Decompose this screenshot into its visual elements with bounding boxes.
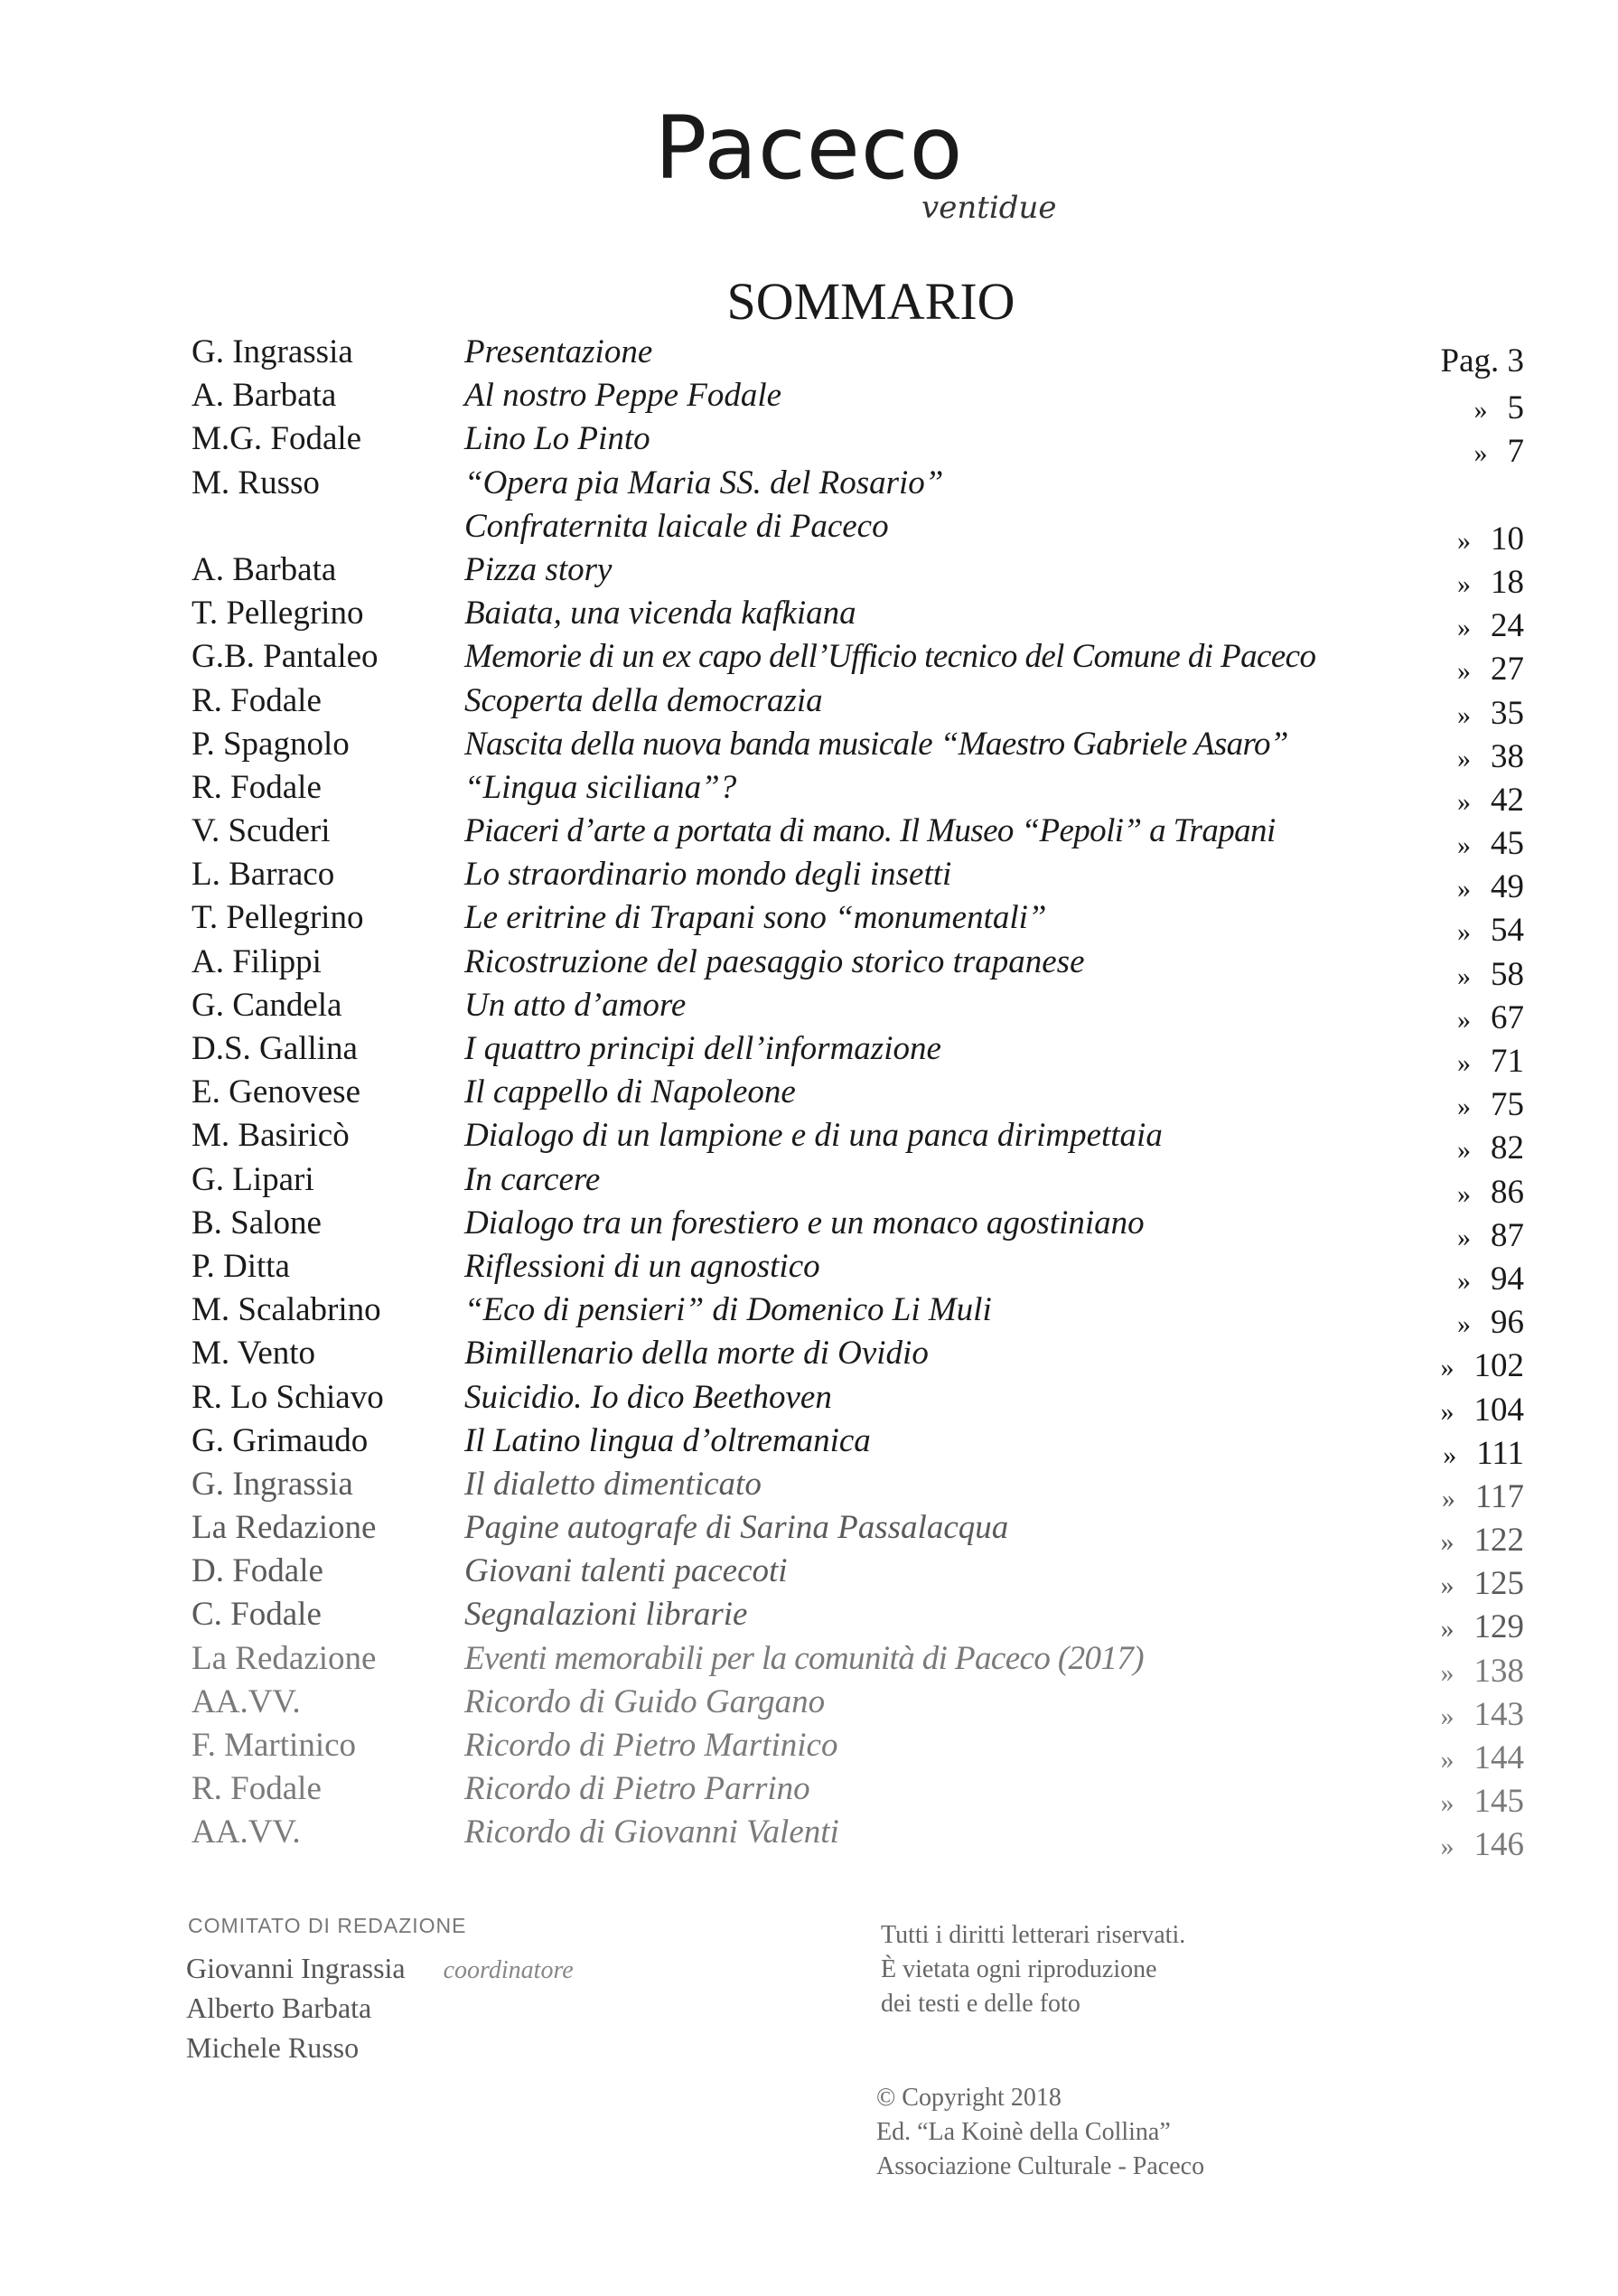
copyright-notice [876,2084,1204,2187]
toc-article-title: Lo straordinario mondo degli insetti [464,856,952,894]
toc-article-title: Segnalazioni librarie [464,1596,748,1634]
toc-article-title: Suicidio. Io dico Beethoven [464,1378,832,1416]
editorial-committee-label: COMITATO DI REDAZIONE [188,1914,467,1937]
committee-member-name: Alberto Barbata [186,1991,372,2024]
toc-entry [0,1769,1618,1821]
committee-member [186,1991,574,2031]
toc-article-title: Le eritrine di Trapani sono “monumentali” [464,899,1047,937]
toc-entry [0,507,1618,558]
toc-article-title: Eventi memorabili per la comunità di Paceco (2017) [464,1639,1144,1677]
toc-author: M. Basiricò [192,1117,350,1155]
page-number-value: 145 [1473,1783,1524,1821]
toc-entry [0,681,1618,732]
toc-author: C. Fodale [192,1596,322,1634]
toc-author: R. Fodale [192,768,322,806]
toc-article-title: Il cappello di Napoleone [464,1073,796,1111]
page-number-value: Pag. 3 [1440,342,1524,380]
toc-entry [0,1029,1618,1080]
toc-article-title: Nascita della nuova banda musicale “Maestro Gabriele Asaro” [464,725,1288,763]
toc-author: M.G. Fodale [192,420,362,458]
toc-article-title: Confraternita laicale di Paceco [464,507,889,545]
continuation-mark: » [1440,1353,1454,1383]
page-number-value: 111 [1476,1434,1524,1472]
toc-page-number [1423,1825,1524,1864]
toc-entry [0,898,1618,950]
page-number-value: 125 [1473,1565,1524,1603]
toc-entry [0,464,1618,507]
toc-author: G. Ingrassia [192,1465,353,1503]
toc-author: G. Candela [192,986,342,1024]
toc-article-title: Il Latino lingua d’oltremanica [464,1421,871,1459]
toc-entry [0,1160,1618,1211]
toc-article-title: Ricordo di Giovanni Valenti [464,1813,839,1851]
toc-author: D. Fodale [192,1552,323,1590]
publisher-line: Ed. “La Koinè della Collina” [876,2118,1171,2146]
toc-author: G. Lipari [192,1160,314,1198]
toc-article-title: “Lingua siciliana”? [464,768,737,806]
rights-line: È vietata ogni riproduzione [881,1955,1157,1983]
toc-entry [0,1073,1618,1124]
toc-entry [0,594,1618,645]
toc-article-title: “Eco di pensieri” di Domenico Li Muli [464,1291,992,1329]
page-number-value: 122 [1473,1522,1524,1560]
continuation-mark: » [1440,1788,1454,1819]
page-number-value: 94 [1491,1260,1524,1298]
continuation-mark: » [1473,395,1488,426]
toc-article-title: Un atto d’amore [464,986,687,1024]
toc-author: A. Filippi [192,942,322,980]
toc-article-title: Memorie di un ex capo dell’Ufficio tecnico del Comune di Paceco [464,638,1316,676]
page-number-value: 82 [1491,1129,1524,1167]
toc-author: R. Lo Schiavo [192,1378,384,1416]
toc-author: La Redazione [192,1639,377,1677]
continuation-mark: » [1457,699,1471,730]
toc-author: T. Pellegrino [192,899,364,937]
committee-member-role: coordinatore [443,1956,574,1984]
continuation-mark: » [1457,1135,1471,1166]
continuation-mark: » [1473,438,1488,469]
toc-entry [0,1465,1618,1515]
continuation-mark: » [1457,525,1471,556]
toc-author: D.S. Gallina [192,1030,358,1067]
toc-article-title: Il dialetto dimenticato [464,1465,762,1503]
toc-article-title: Scoperta della democrazia [464,681,823,719]
toc-article-title: I quattro principi dell’informazione [464,1030,941,1067]
page-number-value: 35 [1491,694,1524,732]
toc-author: M. Russo [192,464,320,501]
page-number-value: 45 [1491,825,1524,863]
toc-article-title: Al nostro Peppe Fodale [464,377,782,415]
toc-entry [0,942,1618,993]
continuation-mark: » [1457,1004,1471,1035]
copyright-line: © Copyright 2018 [876,2084,1062,2112]
toc-entry [0,768,1618,819]
committee-member [186,1952,574,1991]
toc-article-title: Pizza story [464,550,613,588]
continuation-mark: » [1457,961,1471,991]
toc-author: G. Grimaudo [192,1421,369,1459]
page-number-value: 58 [1491,955,1524,993]
toc-article-title: Dialogo di un lampione e di una panca dirimpettaia [464,1117,1163,1155]
toc-entry [0,1378,1618,1429]
continuation-mark: » [1440,1570,1454,1601]
page-number-value: 7 [1507,433,1524,471]
toc-entry [0,1334,1618,1385]
toc-article-title: Ricordo di Pietro Parrino [464,1770,810,1808]
continuation-mark: » [1440,1396,1454,1427]
page-number-value: 87 [1491,1216,1524,1254]
continuation-mark: » [1457,656,1471,687]
toc-article-title: Ricostruzione del paesaggio storico trapanese [464,942,1085,980]
toc-article-title: Giovani talenti pacecoti [464,1552,788,1590]
rights-notice [881,1921,1185,2024]
page-number-value: 146 [1473,1826,1524,1864]
editorial-committee-list [186,1952,574,2071]
page-number-value: 54 [1491,912,1524,950]
toc-entry [0,986,1618,1036]
toc-author: P. Spagnolo [192,725,350,763]
toc-entry [0,1116,1618,1167]
continuation-mark: » [1443,1439,1457,1470]
page-number-value: 117 [1474,1477,1524,1515]
page-number-value: 104 [1473,1391,1524,1429]
toc-entry [0,1595,1618,1646]
toc-entry [0,333,1618,380]
page-number-value: 143 [1473,1695,1524,1733]
continuation-mark: » [1457,874,1471,904]
committee-member-name: Michele Russo [186,2031,360,2064]
toc-entry [0,1551,1618,1603]
toc-author: M. Scalabrino [192,1291,381,1329]
toc-entry [0,1247,1618,1298]
toc-author: A. Barbata [192,377,337,415]
toc-author: R. Fodale [192,681,322,719]
toc-article-title: Dialogo tra un forestiero e un monaco agostiniano [464,1204,1145,1242]
toc-author: La Redazione [192,1509,377,1547]
continuation-mark: » [1440,1614,1454,1645]
toc-entry [0,1421,1618,1472]
page-number-value: 86 [1491,1173,1524,1211]
toc-author: AA.VV. [192,1813,301,1851]
page-number-value: 49 [1491,868,1524,906]
toc-author: A. Barbata [192,550,337,588]
toc-author: B. Salone [192,1204,322,1242]
continuation-mark: » [1440,1832,1454,1862]
issue-subtitle: ventidue [921,190,1057,226]
continuation-mark: » [1440,1745,1454,1775]
toc-author: E. Genovese [192,1073,360,1111]
page-number-value: 5 [1507,389,1524,427]
toc-entry [0,376,1618,427]
toc-entry [0,1726,1618,1776]
toc-article-title: Piaceri d’arte a portata di mano. Il Museo “Pepoli” a Trapani [464,812,1276,850]
page-number-value: 10 [1491,520,1524,558]
page-number-value: 42 [1491,781,1524,819]
toc-article-title: Baiata, una vicenda kafkiana [464,595,856,633]
continuation-mark: » [1457,1178,1471,1209]
toc-author: L. Barraco [192,856,335,894]
toc-author: M. Vento [192,1335,316,1373]
toc-article-title: Pagine autografe di Sarina Passalacqua [464,1509,1009,1547]
page-number-value: 96 [1491,1304,1524,1342]
continuation-mark: » [1457,917,1471,948]
toc-entry [0,725,1618,775]
page-number-value: 38 [1491,737,1524,775]
toc-entry [0,1813,1618,1864]
page-number-value: 144 [1473,1739,1524,1776]
rights-line: dei testi e delle foto [881,1990,1080,2018]
continuation-mark: » [1440,1701,1454,1731]
summary-heading: SOMMARIO [726,272,1015,331]
committee-member-name: Giovanni Ingrassia [186,1952,406,1984]
toc-entry [0,419,1618,471]
toc-article-title: Bimillenario della morte di Ovidio [464,1335,929,1373]
toc-article-title: In carcere [464,1160,601,1198]
toc-entry [0,811,1618,863]
page-number-value: 27 [1491,651,1524,689]
toc-author: AA.VV. [192,1682,301,1720]
continuation-mark: » [1441,1483,1455,1513]
continuation-mark: » [1440,1657,1454,1688]
toc-author: G. Ingrassia [192,333,353,370]
toc-entry [0,855,1618,906]
table-of-contents [0,333,1618,1864]
page-number-value: 102 [1473,1347,1524,1385]
page-number-value: 18 [1491,563,1524,601]
continuation-mark: » [1440,1527,1454,1558]
toc-article-title: Ricordo di Guido Gargano [464,1682,826,1720]
continuation-mark: » [1457,1048,1471,1078]
toc-author: G.B. Pantaleo [192,638,379,676]
continuation-mark: » [1457,1265,1471,1296]
toc-article-title: Lino Lo Pinto [464,420,650,458]
toc-article-title: Presentazione [464,333,653,370]
toc-author: V. Scuderi [192,812,331,850]
association-line: Associazione Culturale - Paceco [876,2152,1205,2180]
page-number-value: 138 [1473,1652,1524,1690]
rights-line: Tutti i diritti letterari riservati. [881,1921,1186,1949]
page-number-value: 71 [1491,1043,1524,1080]
toc-article-title: “Opera pia Maria SS. del Rosario” [464,464,944,501]
toc-entry [0,1508,1618,1560]
magazine-title: Paceco [654,98,964,199]
toc-entry [0,1682,1618,1733]
continuation-mark: » [1457,1222,1471,1252]
continuation-mark: » [1457,786,1471,817]
toc-entry [0,550,1618,601]
page-number-value: 24 [1491,607,1524,645]
toc-page-number [1337,342,1524,380]
toc-author: T. Pellegrino [192,595,364,633]
toc-entry [0,1639,1618,1690]
toc-entry [0,1290,1618,1342]
page-number-value: 67 [1491,998,1524,1036]
toc-entry [0,637,1618,689]
continuation-mark: » [1457,568,1471,599]
continuation-mark: » [1457,1092,1471,1122]
continuation-mark: » [1457,1309,1471,1340]
toc-article-title: Riflessioni di un agnostico [464,1247,820,1285]
committee-member [186,2031,574,2071]
toc-author: F. Martinico [192,1727,357,1764]
toc-author: P. Ditta [192,1247,290,1285]
continuation-mark: » [1457,743,1471,773]
continuation-mark: » [1457,830,1471,861]
page-number-value: 129 [1473,1608,1524,1646]
toc-article-title: Ricordo di Pietro Martinico [464,1727,838,1764]
page-number-value: 75 [1491,1086,1524,1124]
toc-author: R. Fodale [192,1770,322,1808]
toc-entry [0,1204,1618,1254]
continuation-mark: » [1457,613,1471,643]
